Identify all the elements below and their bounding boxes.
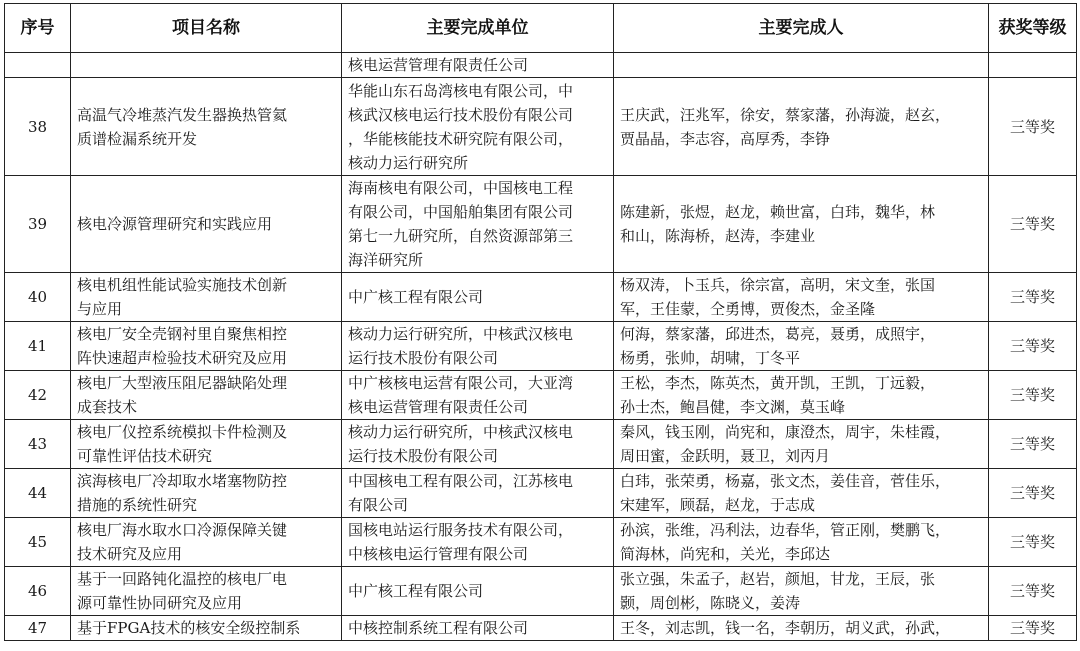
cell-unit-line: 运行技术股份有限公司 — [348, 447, 499, 465]
cell-person-line: 何海，蔡家藩，邱进杰，葛亮，聂勇，成照宇， — [620, 325, 936, 343]
cell-name — [71, 616, 342, 641]
cell-unit-line: 华能山东石岛湾核电有限公司，中 — [348, 81, 574, 100]
cell-unit-line: 核武汉核电运行技术股份有限公司 — [348, 105, 574, 124]
cell-name — [71, 518, 342, 567]
table-row — [5, 322, 1077, 371]
cell-name — [71, 567, 342, 616]
cell-name-line: 阵快速超声检验技术研究及应用 — [77, 349, 288, 367]
cell-unit — [342, 469, 614, 518]
cell-unit-line: 中广核工程有限公司 — [348, 288, 484, 306]
cell-name-line: 核电厂安全壳钢衬里自聚焦相控 — [77, 325, 288, 343]
cell-person-line: 杨双涛，卜玉兵，徐宗富，高明，宋文奎，张国 — [620, 276, 936, 294]
cell-award: 三等奖 — [989, 469, 1077, 518]
cell-unit-line: 核动力运行研究所，中核武汉核电 — [348, 325, 574, 343]
cell-name-line: 核电厂海水取水口冷源保障关键 — [77, 521, 288, 539]
cell-name-line: 源可靠性协同研究及应用 — [77, 594, 243, 612]
cell-name — [71, 469, 342, 518]
cell-award: 三等奖 — [989, 273, 1077, 322]
cell-unit-line: 有限公司 — [348, 496, 409, 514]
cell-unit — [342, 78, 614, 176]
cell-seq — [5, 53, 71, 78]
cell-name — [71, 53, 342, 78]
cell-name-line: 成套技术 — [77, 398, 138, 416]
cell-unit-line: 核电运营管理有限责任公司 — [348, 398, 529, 416]
cell-unit-line: 第七一九研究所，自然资源部第三 — [348, 227, 574, 245]
cell-name-line: 质谱检漏系统开发 — [77, 129, 198, 148]
cell-unit-line: 中核控制系统工程有限公司 — [348, 619, 529, 637]
header-seq: 序号 — [5, 4, 71, 53]
table-row — [5, 616, 1077, 641]
cell-name — [71, 420, 342, 469]
cell-name-line: 措施的系统性研究 — [77, 496, 198, 514]
cell-name-line: 可靠性评估技术研究 — [77, 447, 213, 465]
cell-person — [614, 420, 989, 469]
cell-seq: 42 — [5, 371, 71, 420]
cell-person-line: 简海林，尚宪和，关光，李邱达 — [620, 545, 831, 563]
cell-person — [614, 176, 989, 273]
cell-unit — [342, 322, 614, 371]
cell-unit-line: 国核电站运行服务技术有限公司， — [348, 521, 574, 539]
cell-person — [614, 322, 989, 371]
cell-name-line: 高温气冷堆蒸汽发生器换热管氦 — [77, 105, 288, 124]
table-row — [5, 273, 1077, 322]
cell-unit — [342, 176, 614, 273]
cell-name — [71, 273, 342, 322]
cell-unit-line: 中国核电工程有限公司，江苏核电 — [348, 472, 574, 490]
cell-unit — [342, 371, 614, 420]
cell-person — [614, 53, 989, 78]
cell-name-line: 核电冷源管理研究和实践应用 — [77, 215, 273, 233]
header-row — [5, 4, 1077, 53]
cell-person-line: 周田蜜，金跃明，聂卫，刘丙月 — [620, 447, 831, 465]
cell-person-line: 孙滨，张维，冯利法，边春华，管正刚，樊鹏飞， — [620, 521, 951, 539]
cell-name — [71, 78, 342, 176]
cell-person-line: 军，王佳蒙，仝勇博，贾俊杰，金圣隆 — [620, 300, 876, 318]
cell-seq: 38 — [5, 78, 71, 176]
cell-person-line: 秦风，钱玉刚，尚宪和，康澄杰，周宇，朱桂霞， — [620, 423, 951, 441]
header-award: 获奖等级 — [989, 4, 1077, 53]
cell-award: 三等奖 — [989, 371, 1077, 420]
cell-seq: 41 — [5, 322, 71, 371]
cell-award: 三等奖 — [989, 420, 1077, 469]
cell-person — [614, 567, 989, 616]
cell-unit — [342, 273, 614, 322]
cell-unit-line: 核动力运行研究所 — [348, 153, 469, 172]
cell-name-line: 技术研究及应用 — [77, 545, 183, 563]
cell-person-line: 王庆武，汪兆军，徐安，蔡家藩，孙海漩，赵玄， — [620, 105, 951, 124]
cell-seq: 44 — [5, 469, 71, 518]
cell-award: 三等奖 — [989, 322, 1077, 371]
cell-person-line: 杨勇，张帅，胡啸，丁冬平 — [620, 349, 801, 367]
cell-seq: 40 — [5, 273, 71, 322]
cell-seq: 39 — [5, 176, 71, 273]
cell-person-line: 王冬，刘志凯，钱一名，李朝历，胡义武，孙武， — [620, 619, 951, 637]
cell-person — [614, 78, 989, 176]
cell-unit-line: 中核核电运行管理有限公司 — [348, 545, 529, 563]
cell-person-line: 贾晶晶，李志容，高厚秀，李铮 — [620, 129, 831, 148]
cell-unit-line: 核电运营管理有限责任公司 — [348, 56, 529, 74]
cell-unit-line: 中广核核电运营有限公司，大亚湾 — [348, 374, 574, 392]
table-row — [5, 371, 1077, 420]
table-row — [5, 420, 1077, 469]
cell-name — [71, 176, 342, 273]
table-row — [5, 53, 1077, 78]
cell-unit-line: 海洋研究所 — [348, 251, 424, 269]
cell-unit — [342, 616, 614, 641]
cell-person-line: 孙士杰，鲍昌健，李文渊，莫玉峰 — [620, 398, 846, 416]
cell-award: 三等奖 — [989, 176, 1077, 273]
cell-award: 三等奖 — [989, 616, 1077, 641]
cell-award: 三等奖 — [989, 78, 1077, 176]
cell-person — [614, 616, 989, 641]
cell-name-line: 基于FPGA技术的核安全级控制系 — [77, 619, 301, 637]
table-row — [5, 567, 1077, 616]
table-row — [5, 518, 1077, 567]
cell-person — [614, 273, 989, 322]
cell-name — [71, 371, 342, 420]
header-unit: 主要完成单位 — [342, 4, 614, 53]
cell-award: 三等奖 — [989, 518, 1077, 567]
cell-name-line: 核电厂大型液压阻尼器缺陷处理 — [77, 374, 288, 392]
cell-person-line: 王松，李杰，陈英杰，黄开凯，王凯，丁远毅， — [620, 374, 936, 392]
cell-seq: 45 — [5, 518, 71, 567]
cell-unit — [342, 420, 614, 469]
cell-unit — [342, 567, 614, 616]
cell-person-line: 张立强，朱孟子，赵岩，颜旭，甘龙，王辰，张 — [620, 570, 936, 588]
cell-person-line: 和山，陈海桥，赵涛，李建业 — [620, 227, 816, 245]
cell-unit-line: ，华能核能技术研究院有限公司， — [348, 129, 574, 148]
cell-person-line: 白玮，张荣勇，杨嘉，张文杰，姜佳音，菅佳乐， — [620, 472, 951, 490]
table-row — [5, 176, 1077, 273]
cell-name-line: 基于一回路钝化温控的核电厂电 — [77, 570, 288, 588]
cell-name-line: 核电厂仪控系统模拟卡件检测及 — [77, 423, 288, 441]
cell-unit-line: 核动力运行研究所，中核武汉核电 — [348, 423, 574, 441]
cell-award — [989, 53, 1077, 78]
header-name: 项目名称 — [71, 4, 342, 53]
header-person: 主要完成人 — [614, 4, 989, 53]
table-row — [5, 78, 1077, 176]
cell-seq: 46 — [5, 567, 71, 616]
cell-award: 三等奖 — [989, 567, 1077, 616]
cell-person-line: 宋建军，顾磊，赵龙，于志成 — [620, 496, 816, 514]
cell-unit — [342, 53, 614, 78]
cell-person — [614, 371, 989, 420]
cell-unit-line: 有限公司，中国船舶集团有限公司 — [348, 203, 574, 221]
cell-person — [614, 469, 989, 518]
awards-table — [4, 3, 1077, 641]
cell-name-line: 与应用 — [77, 300, 123, 318]
cell-seq: 43 — [5, 420, 71, 469]
cell-name-line: 核电机组性能试验实施技术创新 — [77, 276, 288, 294]
cell-name-line: 滨海核电厂冷却取水堵塞物防控 — [77, 472, 288, 490]
cell-person-line: 颢，周创彬，陈晓义，姜涛 — [620, 594, 801, 612]
cell-unit-line: 运行技术股份有限公司 — [348, 349, 499, 367]
cell-seq: 47 — [5, 616, 71, 641]
cell-person-line: 陈建新，张煜，赵龙，赖世富，白玮，魏华，林 — [620, 203, 936, 221]
cell-unit — [342, 518, 614, 567]
cell-person — [614, 518, 989, 567]
table-row — [5, 469, 1077, 518]
table-body — [5, 53, 1077, 641]
cell-unit-line: 中广核工程有限公司 — [348, 582, 484, 600]
cell-name — [71, 322, 342, 371]
cell-unit-line: 海南核电有限公司，中国核电工程 — [348, 179, 574, 197]
